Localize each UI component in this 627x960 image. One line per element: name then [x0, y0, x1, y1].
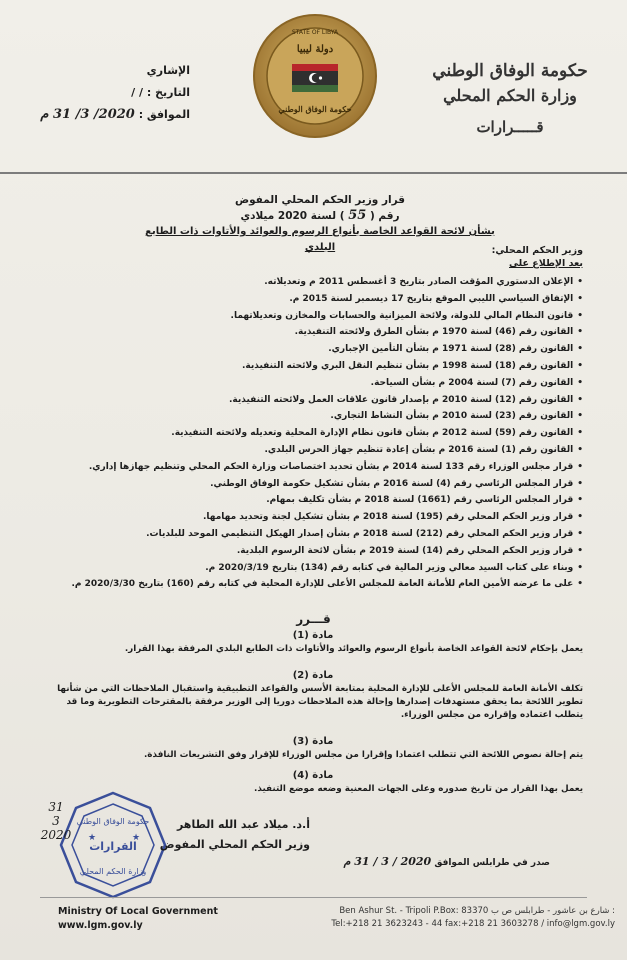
footer-divider — [40, 897, 587, 898]
reference-item: •قرار المجلس الرئاسي رقم (1661) لسنة 2018 م بشأن تكليف بمهام. — [266, 495, 583, 506]
reference-item: •قرار وزير الحكم المحلي رقم (195) لسنة 2018 م بشأن تشكيل لجنة وتحديد مهامها. — [202, 512, 583, 523]
reference-item: •قرار وزير الحكم المحلي رقم (212) لسنة 2018 م بشأن إصدار الهيكل التنظيمي الموحد للبلديات. — [146, 528, 583, 539]
stamp-mid-text: القرارات — [89, 840, 137, 853]
article-heading: مادة (4) — [292, 770, 334, 781]
header-divider — [0, 172, 627, 174]
article-heading: مادة (1) — [292, 630, 334, 641]
preamble — [23, 244, 583, 270]
svg-text:دولة ليبيا: دولة ليبيا — [296, 44, 334, 55]
emblem-outer-text: STATE OF LIBYA — [291, 29, 339, 36]
ministry-website[interactable]: www.lgm.gov.ly — [58, 920, 143, 931]
preamble-after-review: بعد الإطلاع على — [509, 258, 583, 269]
article-text: يعمل بإحكام لائحة القواعد الخاصة بأنواع الرسوم والعوائد والأتاوات ذات الطابع البلدي المرفقة بهذا القرار. — [124, 644, 583, 654]
stamp-bottom-text: وزارة الحكم المحلي — [79, 867, 147, 876]
handwritten-date: 31 3 2020 — [40, 800, 72, 842]
reference-item: •قرار المجلس الرئاسي رقم (4) لسنة 2016 م بشأن تشكيل حكومة الوفاق الوطني. — [210, 478, 583, 489]
article-1 — [43, 630, 583, 656]
preamble-minister: وزير الحكم المحلي: — [491, 245, 583, 256]
reference-item: •القانون رقم (1) لسنة 2016 م بشأن إعادة تنظيم جهاز الحرس البلدي. — [264, 444, 583, 455]
decision-number: 55 — [348, 208, 367, 223]
decision-number-line: رقم ( 55 ) لسنة 2020 ميلادي — [240, 208, 400, 223]
stamp-star-icon: ★ — [88, 833, 97, 843]
reference-item: •قرار مجلس الوزراء رقم 133 لسنة 2014 م بشأن تحديد اختصاصات وزارة الحكم المحلي وتنظيم جهازها إداري. — [88, 461, 583, 472]
issued-line — [300, 855, 550, 868]
article-3 — [43, 736, 583, 762]
reference-label: الإشاري — [146, 64, 190, 77]
emblem-flag-red — [292, 64, 338, 71]
corresponding-row — [10, 104, 190, 126]
legal-references-list — [23, 274, 583, 593]
reference-item: •الإتفاق السياسي الليبي الموقع بتاريخ 17 ديسمبر لسنة 2015 م. — [289, 293, 583, 304]
reference-item: •الإعلان الدستوري المؤقت الصادر بتاريخ 3 أغسطس 2011 م وتعديلاته. — [264, 277, 583, 287]
emblem-star-icon — [319, 76, 322, 79]
signatory-name: أ.د. ميلاد عبد الله الطاهر — [176, 818, 310, 831]
ministry-english-name: Ministry Of Local Government — [58, 906, 218, 917]
reference-item: •القانون رقم (46) لسنة 1970 م بشأن الطرق ولائحته التنفيذية. — [294, 327, 583, 338]
article-heading: مادة (3) — [292, 736, 334, 747]
decision-subject: بشأن لائحة القواعد الخاصة بأنواع الرسوم والعوائد والأتاوات ذات الطابع البلدي — [145, 226, 495, 253]
emblem-flag-green — [292, 85, 338, 92]
issued-date: 2020 / 3 / 31 م — [343, 855, 432, 868]
header-org — [415, 58, 605, 140]
article-2 — [43, 670, 583, 722]
stamp-top-text: حكومة الوفاق الوطني — [76, 817, 150, 826]
article-heading: مادة (2) — [292, 670, 334, 681]
article-text: يتم إحالة نصوص اللائحة التي تتطلب اعتمادا وإقرارا من مجلس الوزراء للإقرار وفق التشريعات النافذة. — [143, 750, 583, 760]
issued-label: صدر في طرابلس الموافق — [434, 858, 550, 868]
ministry-name: وزارة الحكم المحلي — [443, 86, 577, 105]
corresponding-date-handwritten: 2020/ 3/ 31 م — [40, 107, 135, 122]
reference-item: •قرار وزير الحكم المحلي رقم (14) لسنة 2019 م بشأن لائحة الرسوم البلدية. — [236, 545, 583, 556]
footer-address: Ben Ashur St. - Tripoli P.Box: 83370 شارع بن عاشور - طرابلس ص ب : — [339, 906, 615, 916]
reference-item: •القانون رقم (28) لسنة 1971 م بشأن التأمين الإجباري. — [328, 344, 583, 355]
decision-heading: قـــرر — [296, 612, 331, 626]
section-name: قـــــرارات — [476, 118, 544, 136]
signatory-title: وزير الحكم المحلي المفوض — [159, 838, 310, 851]
footer-ministry — [58, 905, 258, 933]
signature-block — [150, 815, 310, 855]
org-name: حكومة الوفاق الوطني — [432, 61, 588, 81]
corresponding-label: الموافق : — [138, 108, 190, 121]
date-label: التاريخ : / / — [131, 86, 190, 99]
footer-contact — [285, 905, 615, 931]
emblem-inner-text: حكومة الوفاق الوطني — [278, 104, 352, 114]
header-meta — [10, 60, 190, 126]
article-text: يعمل بهذا القرار من تاريخ صدوره وعلى الجهات المعنية وضعه موضع التنفيذ. — [254, 784, 583, 794]
reference-item: •القانون رقم (7) لسنة 2004 م بشأن السياحة. — [370, 377, 583, 388]
article-text: تكلف الأمانة العامة للمجلس الأعلى للإدارة المحلية بمتابعة الأسس والقواعد التطبيقية واستقبال الملاحظات التي من شأنها تطوير اللائحة بما يحقق مستهدفات إصدارها وإحالة هذه الملاحظات دوريا إلى الوزير مرفقة بالمقترحات التطويرية وما قد يتطلب اعتماده وإقراره من مجلس الوزراء. — [57, 684, 583, 720]
reference-item: •القانون رقم (18) لسنة 1998 م بشأن تنظيم النقل البري ولائحته التنفيذية. — [242, 360, 583, 371]
reference-item: •القانون رقم (23) لسنة 2010 م بشأن النشاط التجاري. — [330, 411, 583, 422]
stamp-star-icon: ★ — [132, 833, 141, 843]
reference-item: •على ما عرضه الأمين العام للأمانة العامة للمجلس الأعلى للإدارة المحلية في كتابه رقم (160) بتاريخ 2020/3/30 م. — [71, 579, 583, 590]
state-emblem — [252, 12, 378, 140]
reference-item: •قانون النظام المالي للدولة، ولائحة الميزانية والحسابات والمخازن وتعديلاتهما. — [230, 310, 583, 321]
reference-item: •القانون رقم (59) لسنة 2012 م بشأن قانون نظام الإدارة المحلية وتعديله ولائحته التنفيذية. — [171, 428, 583, 439]
title-line: قرار وزير الحكم المحلي المفوض — [234, 194, 406, 206]
reference-item: •وبناء على كتاب السيد معالي وزير المالية في كتابه رقم (134) بتاريخ 2020/3/19 م. — [205, 562, 583, 573]
reference-item: •القانون رقم (12) لسنة 2010 م بإصدار قانون علاقات العمل ولائحته التنفيذية. — [228, 394, 583, 405]
footer-contacts: Tel:+218 21 3623243 - 44 fax:+218 21 3603278 / info@lgm.gov.ly — [331, 919, 615, 929]
